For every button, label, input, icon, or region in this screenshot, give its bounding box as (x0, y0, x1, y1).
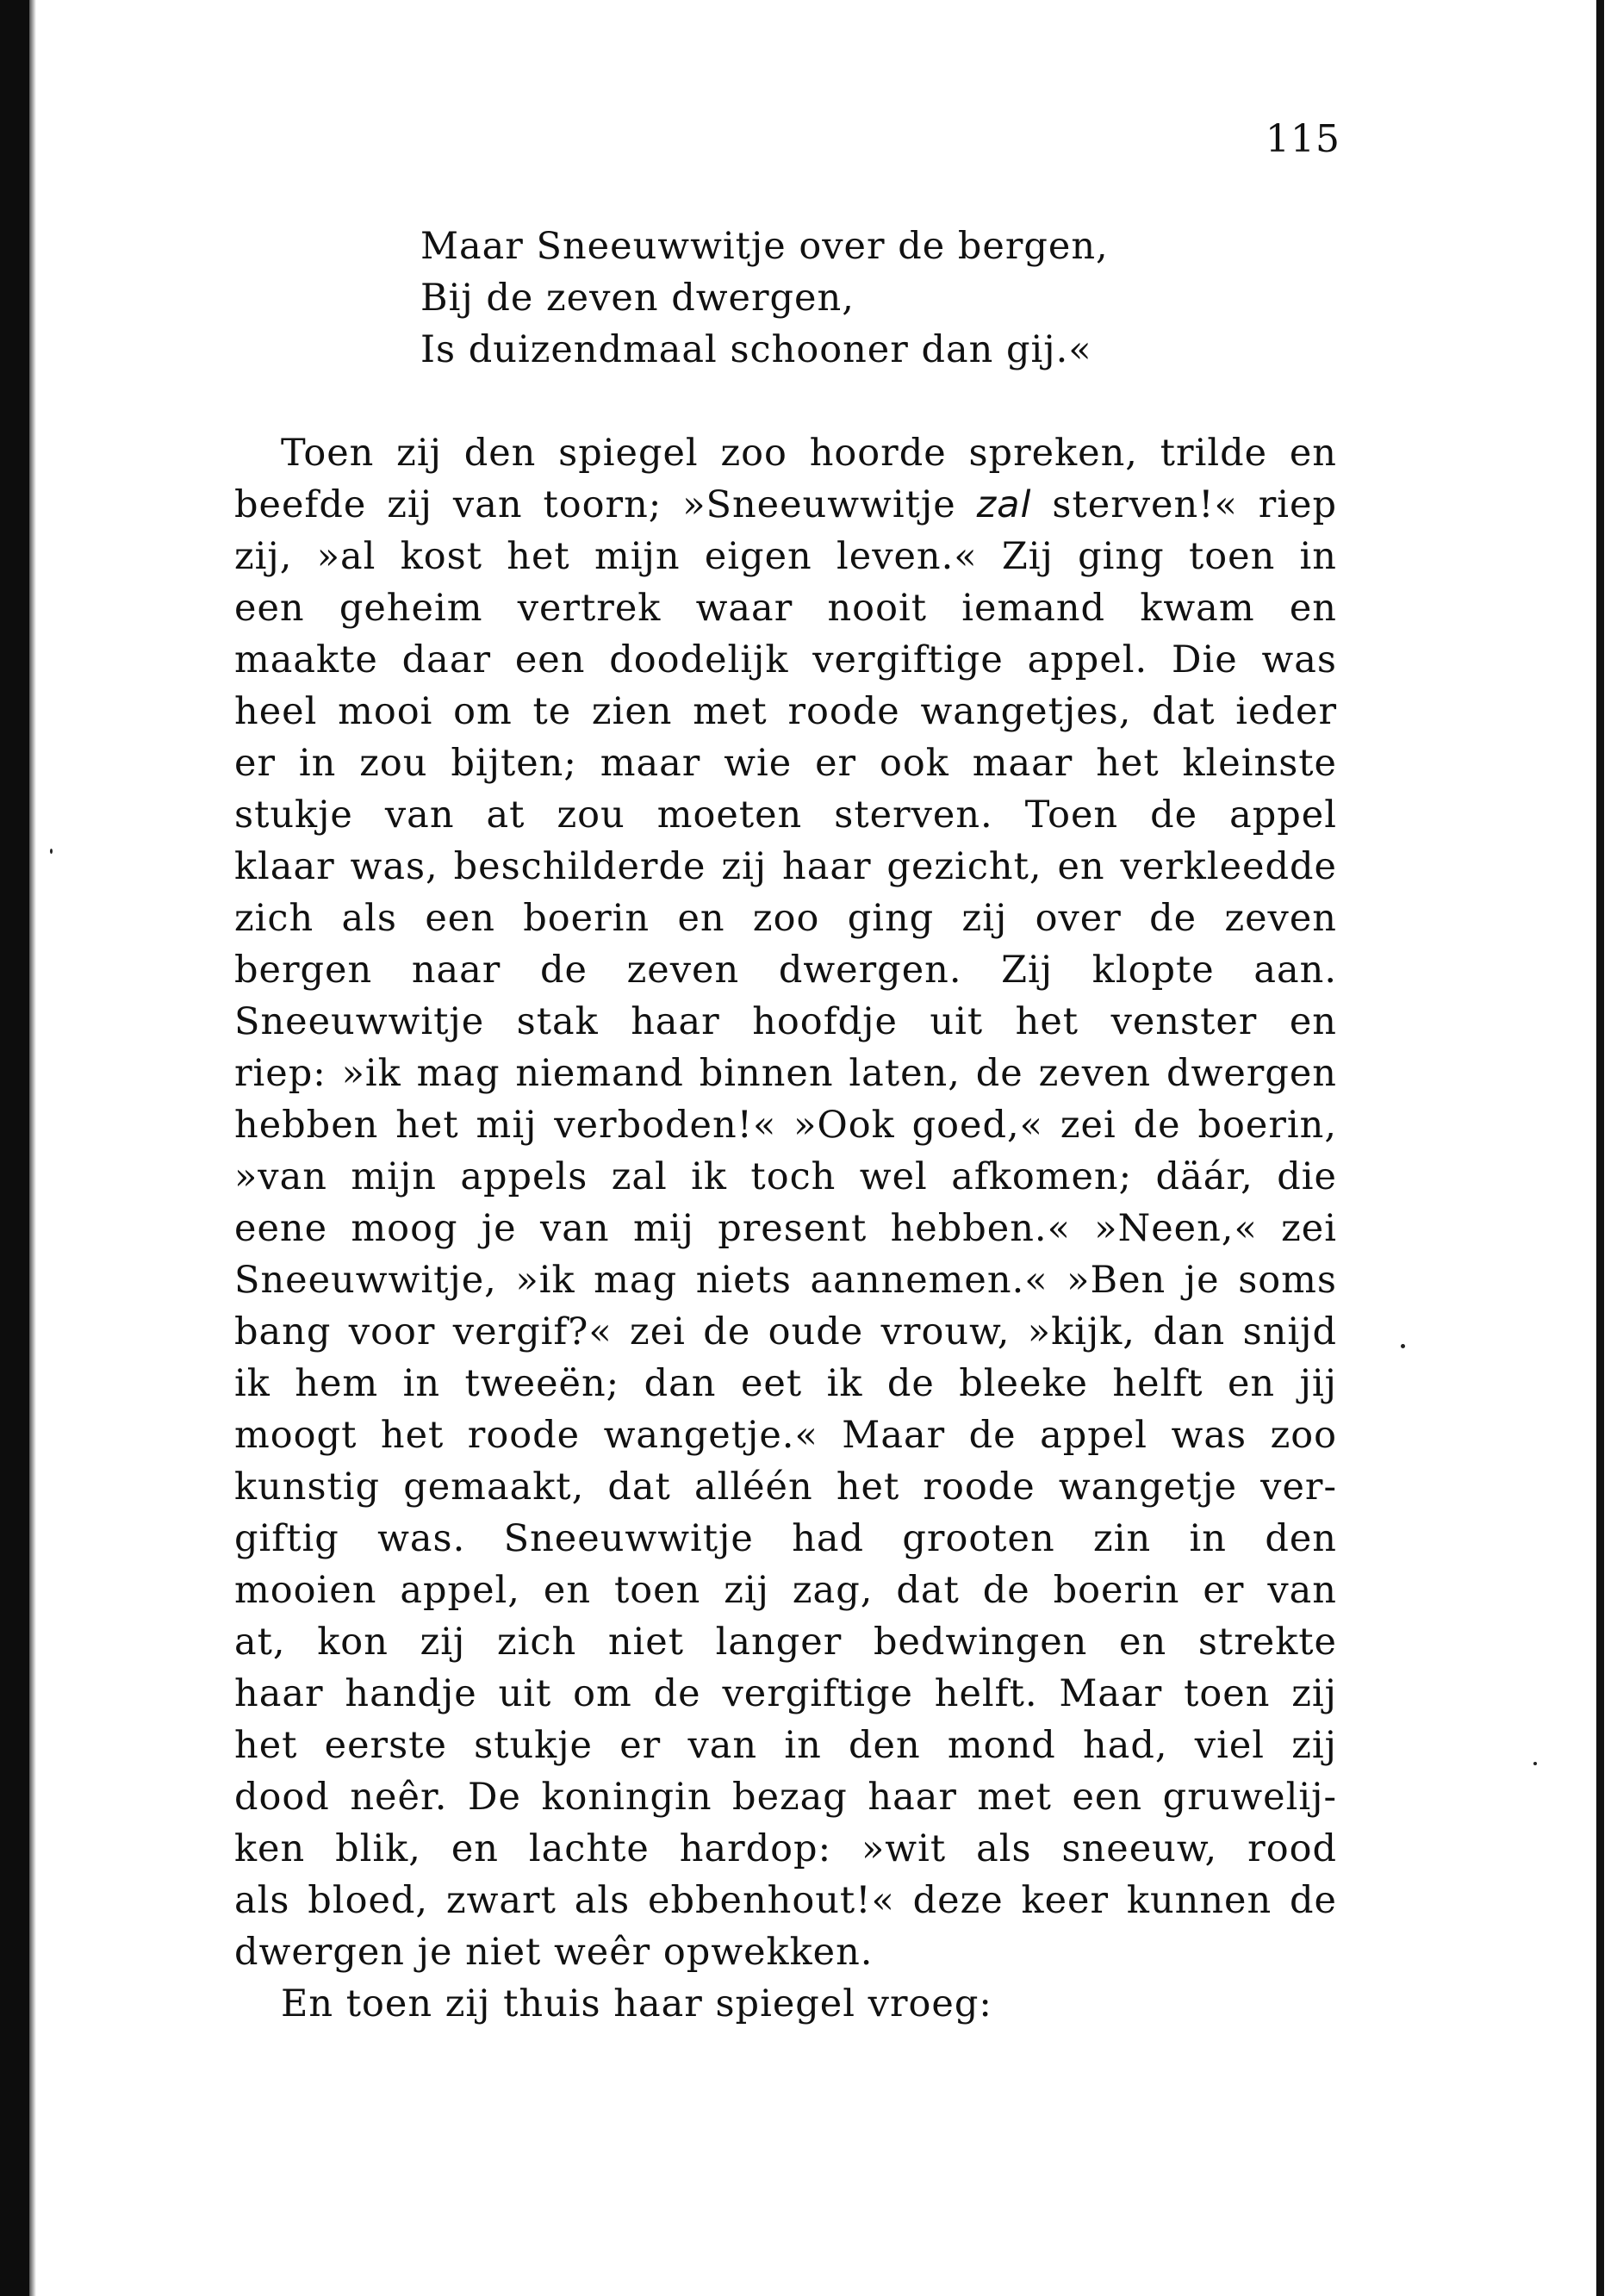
paragraph-line: heel mooi om te zien met roode wangetjes, dat ieder (234, 690, 1337, 733)
paragraph-line: moogt het roode wangetje.« Maar de appel was zoo (234, 1414, 1337, 1457)
paragraph-line: ken blik, en lachte hardop: »wit als sneeuw, rood (234, 1827, 1337, 1870)
paragraph-line: riep: »ik mag niemand binnen laten, de zeven dwergen (234, 1052, 1337, 1095)
page-binding-shadow (0, 0, 29, 2296)
paragraph-line: als bloed, zwart als ebbenhout!« deze keer kunnen de (234, 1879, 1337, 1922)
paragraph-line: bang voor vergif?« zei de oude vrouw, »kijk, dan snijd (234, 1310, 1337, 1353)
ink-speck (50, 849, 53, 854)
paragraph-line: eene moog je van mij present hebben.« »Neen,« zei (234, 1207, 1337, 1250)
paragraph-line: at, kon zij zich niet langer bedwingen en strekte (234, 1621, 1337, 1664)
paragraph-line: bergen naar de zeven dwergen. Zij klopte aan. (234, 949, 1337, 992)
paragraph-line: kunstig gemaakt, dat alléén het roode wangetje ver- (234, 1465, 1337, 1509)
verse-line: Bij de zeven dwergen, (420, 277, 855, 320)
paragraph-line: Sneeuwwitje stak haar hoofdje uit het venster en (234, 1000, 1337, 1043)
paragraph-line: mooien appel, en toen zij zag, dat de boerin er van (234, 1569, 1337, 1612)
ink-speck (1401, 1344, 1405, 1348)
paragraph-line-with-emphasis (234, 479, 1337, 531)
paragraph-line: hebben het mij verboden!« »Ook goed,« zei de boerin, (234, 1104, 1337, 1147)
paragraph-line: ik hem in tweeën; dan eet ik de bleeke helft en jij (234, 1362, 1337, 1405)
paragraph-line: Sneeuwwitje, »ik mag niets aannemen.« »Ben je soms (234, 1259, 1337, 1302)
text-run: sterven!« riep (1031, 483, 1337, 526)
text-run: beefde zij van toorn; »Sneeuwwitje (234, 483, 977, 526)
paragraph-line: giftig was. Sneeuwwitje had grooten zin in den (234, 1517, 1337, 1560)
paragraph-line: het eerste stukje er van in den mond had, viel zij (234, 1724, 1337, 1767)
page-text (234, 221, 1337, 2030)
paragraph-line: klaar was, beschilderde zij haar gezicht, en verkleedde (234, 845, 1337, 888)
paragraph-line: zij, »al kost het mijn eigen leven.« Zij ging toen in (234, 535, 1337, 578)
page-number: 115 (1266, 117, 1340, 161)
verse-line: Maar Sneeuwwitje over de bergen, (420, 225, 1109, 268)
page-edge-line (1596, 0, 1604, 2296)
paragraph-line: »van mijn appels zal ik toch wel afkomen; däár, die (234, 1155, 1337, 1198)
page-binding-fade (29, 0, 36, 2296)
paragraph-line: dood neêr. De koningin bezag haar met een gruwelij- (234, 1776, 1337, 1819)
verse-line: Is duizendmaal schooner dan gij.« (420, 328, 1092, 371)
ink-speck (1533, 1762, 1537, 1765)
paragraph-last-line: dwergen je niet weêr opwekken. (234, 1931, 874, 1974)
paragraph-line: een geheim vertrek waar nooit iemand kwam en (234, 587, 1337, 630)
stanza-gap (234, 376, 1337, 427)
paragraph-line: maakte daar een doodelijk vergiftige appel. Die was (234, 638, 1337, 681)
emphasized-word: zal (976, 483, 1032, 526)
paragraph-first-line: Toen zij den spiegel zoo hoorde spreken, trilde en (281, 432, 1337, 475)
paragraph-line: zich als een boerin en zoo ging zij over de zeven (234, 897, 1337, 940)
paragraph-line: stukje van at zou moeten sterven. Toen de appel (234, 793, 1337, 837)
paragraph-line: er in zou bijten; maar wie er ook maar het kleinste (234, 742, 1337, 785)
paragraph-line: haar handje uit om de vergiftige helft. Maar toen zij (234, 1672, 1337, 1715)
closing-line: En toen zij thuis haar spiegel vroeg: (281, 1982, 992, 2025)
